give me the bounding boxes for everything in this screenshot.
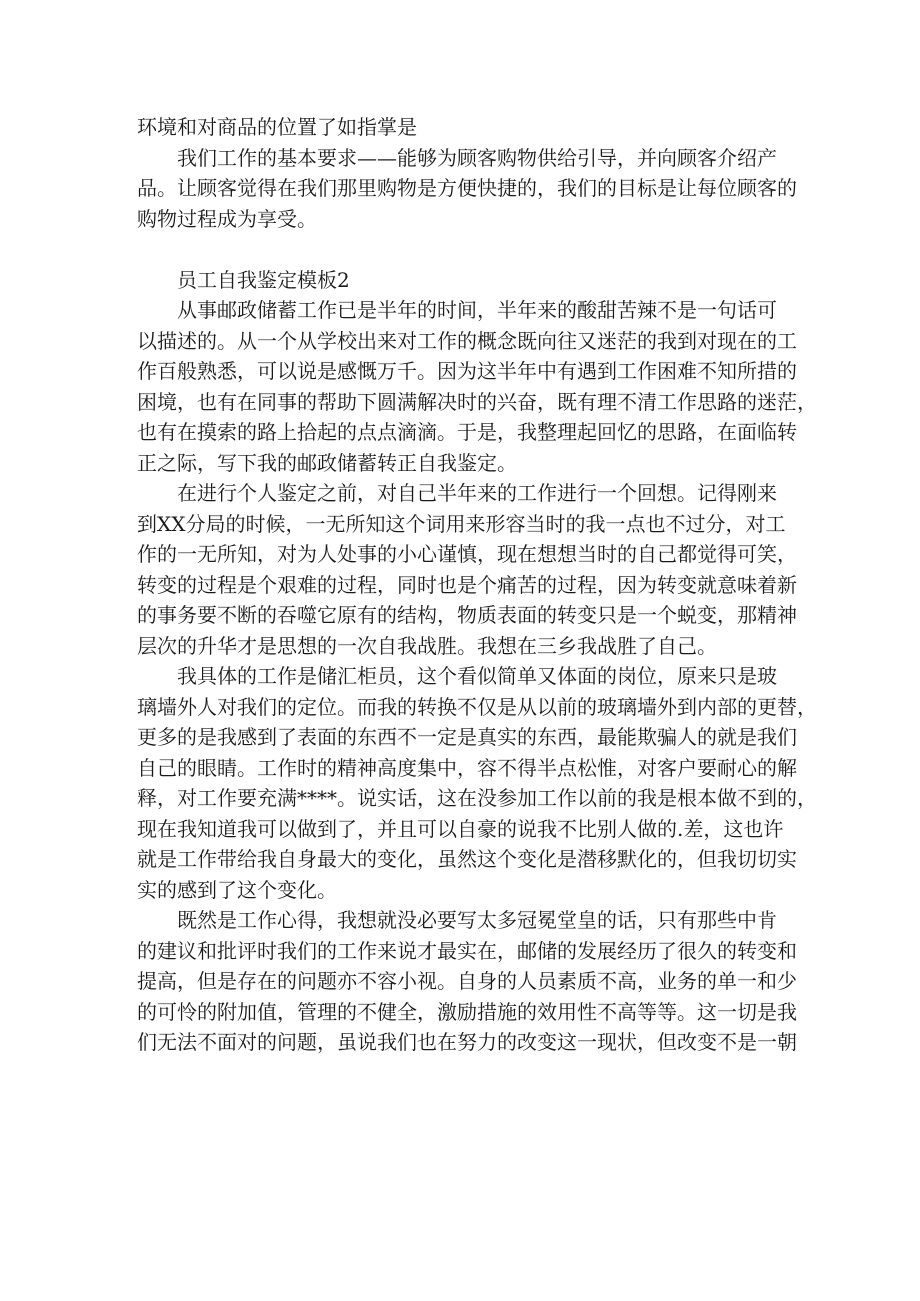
text-line: 作百般熟悉，可以说是感慨万千。因为这半年中有遇到工作困难不知所措的 bbox=[137, 359, 797, 383]
paragraph-2 bbox=[137, 478, 797, 661]
text-line: 在进行个人鉴定之前，对自己半年来的工作进行一个回想。记得刚来 bbox=[177, 481, 777, 505]
text-line: 购物过程成为享受。 bbox=[137, 206, 317, 231]
text-line: 从事邮政储蓄工作已是半年的时间，半年来的酸甜苦辣不是一句话可 bbox=[177, 298, 777, 322]
text-line: 正之际，写下我的邮政储蓄转正自我鉴定。 bbox=[137, 450, 517, 475]
text-line: 品。让顾客觉得在我们那里购物是方便快捷的，我们的目标是让每位顾客的 bbox=[137, 176, 797, 200]
text-line: 转变的过程是个艰难的过程，同时也是个痛苦的过程，因为转变就意味着新 bbox=[137, 572, 797, 597]
text-line: 到XX分局的时候，一无所知这个词用来形容当时的我一点也不过分，对工 bbox=[137, 511, 786, 536]
text-line: 璃墙外人对我们的定位。而我的转换不仅是从以前的玻璃墙外到内部的更替， bbox=[137, 694, 817, 719]
paragraph-4 bbox=[137, 905, 797, 1058]
section-spacer bbox=[137, 234, 789, 265]
document-body bbox=[137, 112, 817, 1058]
text-line: 的可怜的附加值，管理的不健全，激励措施的效用性不高等等。这一切是我 bbox=[137, 999, 797, 1024]
text-line: 环境和对商品的位置了如指掌是 bbox=[137, 115, 417, 139]
text-line: 释，对工作要充满****。说实话，这在没参加工作以前的我是根本做不到的， bbox=[137, 786, 817, 810]
paragraph-1 bbox=[137, 295, 817, 478]
text-line: 困境，也有在同事的帮助下圆满解决时的兴奋，既有理不清工作思路的迷茫， bbox=[137, 389, 817, 414]
text-line: 的建议和批评时我们的工作来说才最实在，邮储的发展经历了很久的转变和 bbox=[137, 938, 797, 963]
text-line: 也有在摸索的路上拾起的点点滴滴。于是，我整理起回忆的思路，在面临转 bbox=[137, 420, 797, 444]
text-line: 就是工作带给我自身最大的变化，虽然这个变化是潜移默化的，但我切切实 bbox=[137, 847, 797, 871]
text-line: 我具体的工作是储汇柜员，这个看似简单又体面的岗位，原来只是玻 bbox=[177, 664, 777, 688]
text-line: 更多的是我感到了表面的东西不一定是真实的东西，最能欺骗人的就是我们 bbox=[137, 725, 797, 749]
text-line: 提高，但是存在的问题亦不容小视。自身的人员素质不高，业务的单一和少 bbox=[137, 969, 797, 993]
text-line: 我们工作的基本要求——能够为顾客购物供给引导，并向顾客介绍产 bbox=[177, 145, 777, 170]
text-line: 既然是工作心得，我想就没必要写太多冠冕堂皇的话，只有那些中肯 bbox=[177, 908, 777, 932]
paragraph-3 bbox=[137, 661, 817, 905]
text-line: 们无法不面对的问题，虽说我们也在努力的改变这一现状，但改变不是一朝 bbox=[137, 1030, 797, 1054]
text-line: 作的一无所知，对为人处事的小心谨慎，现在想想当时的自己都觉得可笑， bbox=[137, 542, 797, 566]
text-line: 以描述的。从一个从学校出来对工作的概念既向往又迷茫的我到对现在的工 bbox=[137, 328, 797, 353]
text-line: 现在我知道我可以做到了，并且可以自豪的说我不比别人做的.差，这也许 bbox=[137, 816, 784, 841]
text-line: 实的感到了这个变化。 bbox=[137, 877, 337, 902]
text-line: 的事务要不断的吞噬它原有的结构，物质表面的转变只是一个蜕变，那精神 bbox=[137, 603, 797, 627]
section-heading: 员工自我鉴定模板2 bbox=[177, 267, 350, 292]
text-line: 层次的升华才是思想的一次自我战胜。我想在三乡我战胜了自己。 bbox=[137, 633, 717, 658]
intro-section bbox=[137, 112, 797, 234]
text-line: 自己的眼睛。工作时的精神高度集中，容不得半点松惟，对客户要耐心的解 bbox=[137, 755, 797, 780]
